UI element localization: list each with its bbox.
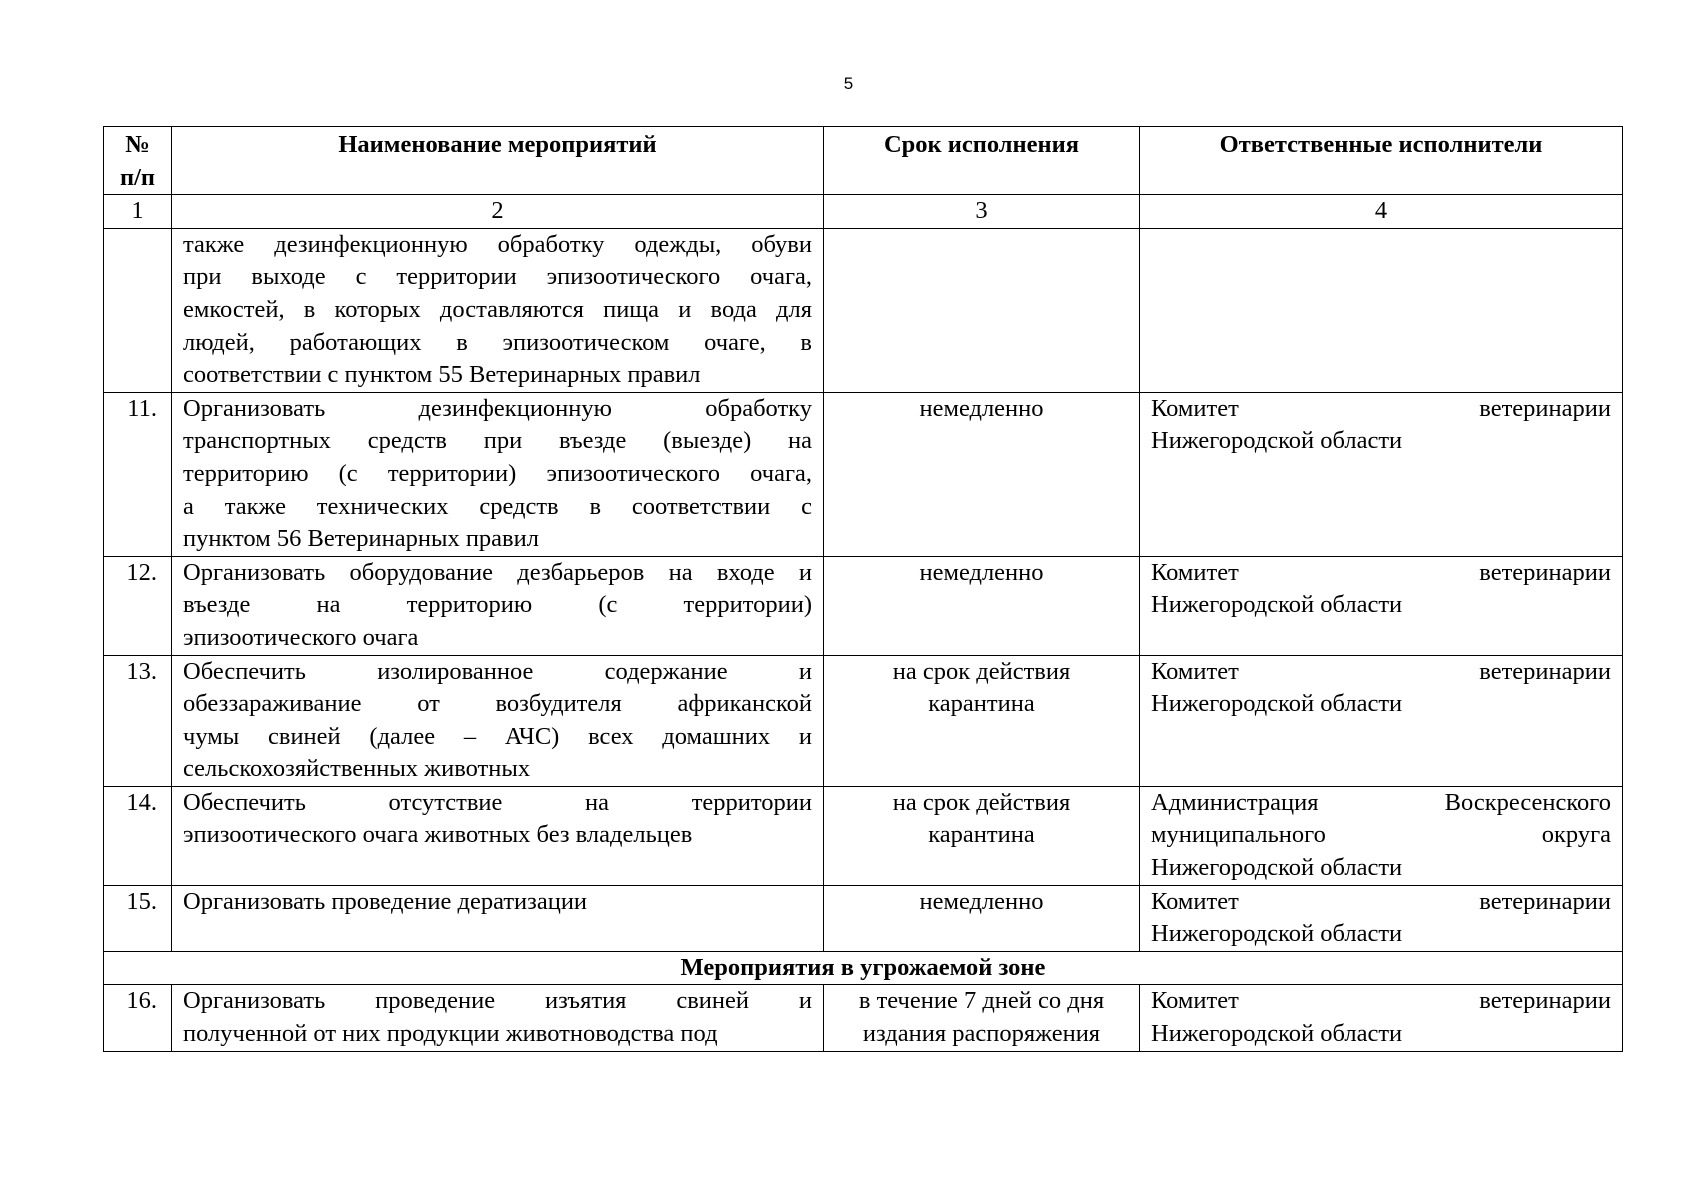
term-cell <box>824 228 1140 392</box>
measure-name-line: территорию (с территории) эпизоотического очага, <box>183 459 812 487</box>
column-index-3: 3 <box>824 195 1140 229</box>
term-cell <box>824 786 1140 885</box>
measure-name-line: эпизоотического очага животных без владельцев <box>183 821 693 849</box>
table-row <box>104 228 1623 392</box>
measure-name-line: соответствии с пунктом 55 Ветеринарных правил <box>183 361 701 389</box>
measure-name-line: емкостей, в которых доставляются пища и вода для <box>183 295 812 323</box>
measure-name-cell <box>172 786 824 885</box>
measure-name-line: Организовать дезинфекционную обработку <box>183 394 812 422</box>
responsible-cell <box>1140 885 1623 951</box>
table-row <box>104 885 1623 951</box>
responsible-line: Нижегородской области <box>1151 427 1403 455</box>
responsible-line: Комитет ветеринарии <box>1151 558 1611 586</box>
measure-name-line: Обеспечить отсутствие на территории <box>183 788 812 816</box>
table-row <box>104 556 1623 655</box>
section-title: Мероприятия в угрожаемой зоне <box>104 951 1623 985</box>
row-number: 13. <box>104 655 172 786</box>
measure-name-line: при выходе с территории эпизоотического очага, <box>183 263 812 291</box>
term-line: немедленно <box>919 887 1044 915</box>
header-resp: Ответственные исполнители <box>1140 127 1623 195</box>
responsible-line: Комитет ветеринарии <box>1151 657 1611 685</box>
term-line: на срок действия <box>892 657 1071 685</box>
measure-name-cell <box>172 655 824 786</box>
table-row <box>104 392 1623 556</box>
responsible-line: Нижегородской области <box>1151 1020 1403 1048</box>
header-name: Наименование мероприятий <box>172 127 824 195</box>
table-body <box>104 228 1623 951</box>
column-index-1: 1 <box>104 195 172 229</box>
term-cell <box>824 655 1140 786</box>
column-index-row <box>104 195 1623 229</box>
table-row <box>104 786 1623 885</box>
measure-name-line: обеззараживание от возбудителя африканской <box>183 690 812 718</box>
column-index-2: 2 <box>172 195 824 229</box>
responsible-cell <box>1140 556 1623 655</box>
measure-name-line: пунктом 56 Ветеринарных правил <box>183 525 539 553</box>
responsible-cell <box>1140 985 1623 1051</box>
measure-name-line: а также технических средств в соответствии с <box>183 492 812 520</box>
term-cell <box>824 556 1140 655</box>
row-number: 14. <box>104 786 172 885</box>
measure-name-line: Организовать проведение изъятия свиней и <box>183 987 812 1015</box>
term-line: немедленно <box>919 558 1044 586</box>
measure-name-line: эпизоотического очага <box>183 623 419 651</box>
term-line: карантина <box>928 821 1035 849</box>
measure-name-cell <box>172 556 824 655</box>
responsible-line: Комитет ветеринарии <box>1151 394 1611 422</box>
measure-name-cell <box>172 228 824 392</box>
term-cell <box>824 985 1140 1051</box>
row-number: 12. <box>104 556 172 655</box>
table-row <box>104 655 1623 786</box>
measure-name-line: транспортных средств при въезде (выезде) на <box>183 427 812 455</box>
row-number: 11. <box>104 392 172 556</box>
section-row <box>104 951 1623 985</box>
table-section <box>104 951 1623 985</box>
term-cell <box>824 885 1140 951</box>
page-number: 5 <box>843 74 854 93</box>
measure-name-line: также дезинфекционную обработку одежды, обуви <box>183 230 812 258</box>
responsible-line: Нижегородской области <box>1151 920 1403 948</box>
responsible-cell <box>1140 392 1623 556</box>
term-line: карантина <box>928 690 1035 718</box>
column-index-4: 4 <box>1140 195 1623 229</box>
measures-table <box>103 126 1623 1052</box>
measure-name-cell <box>172 985 824 1051</box>
term-line: немедленно <box>919 394 1044 422</box>
responsible-line: Комитет ветеринарии <box>1151 887 1611 915</box>
term-cell <box>824 392 1140 556</box>
responsible-line: Нижегородской области <box>1151 854 1403 882</box>
responsible-line: Комитет ветеринарии <box>1151 987 1611 1015</box>
responsible-cell <box>1140 786 1623 885</box>
table-body-after-section <box>104 985 1623 1051</box>
responsible-cell <box>1140 228 1623 392</box>
measure-name-line: Организовать проведение дератизации <box>183 887 588 915</box>
row-number <box>104 228 172 392</box>
measure-name-line: чумы свиней (далее – АЧС) всех домашних и <box>183 722 812 750</box>
measure-name-line: Организовать оборудование дезбарьеров на входе и <box>183 558 812 586</box>
responsible-line: муниципального округа <box>1151 821 1611 849</box>
table-header <box>104 127 1623 229</box>
term-line: на срок действия <box>892 788 1071 816</box>
responsible-line: Нижегородской области <box>1151 690 1403 718</box>
responsible-line: Нижегородской области <box>1151 591 1403 619</box>
row-number: 16. <box>104 985 172 1051</box>
measure-name-line: въезде на территорию (с территории) <box>183 591 812 619</box>
measure-name-line: полученной от них продукции животноводства под <box>183 1020 718 1048</box>
responsible-line: Администрация Воскресенского <box>1151 788 1611 816</box>
measure-name-line: людей, работающих в эпизоотическом очаге, в <box>183 328 812 356</box>
term-line: издания распоряжения <box>862 1020 1101 1048</box>
measure-name-line: сельскохозяйственных животных <box>183 755 531 783</box>
measure-name-cell <box>172 392 824 556</box>
measure-name-cell <box>172 885 824 951</box>
term-line: в течение 7 дней со дня <box>858 987 1105 1015</box>
header-num: № п/п <box>104 127 172 195</box>
header-term: Срок исполнения <box>824 127 1140 195</box>
measure-name-line: Обеспечить изолированное содержание и <box>183 657 812 685</box>
responsible-cell <box>1140 655 1623 786</box>
table-row <box>104 985 1623 1051</box>
row-number: 15. <box>104 885 172 951</box>
